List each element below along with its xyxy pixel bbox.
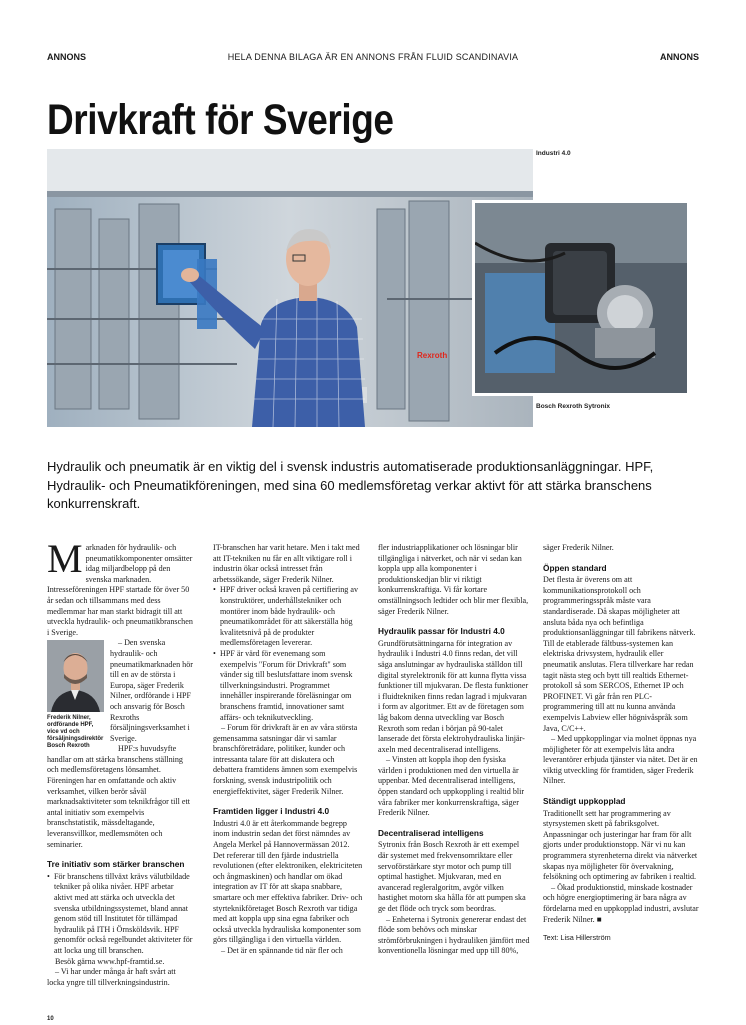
paragraph: Det flesta är överens om att kommunikationsprotokoll och programmeringsspråk måste vara standardiserade. Då skapas möjligheter att ansluta båda nya och befintliga produktionsanläggningar till fabrikens nätverk. Till de etablerade fältbuss-systemen kan elektriska drivsystem, hydraulik eller pneumatik anslutas. Flera tillverkare har redan tagit nästa steg och bytt till realtids Ethernet-protokoll så som SERCOS, Ethernet IP och PROFINET. Vi går från ren PLC-programmering till att nu kunna använda exempelvis Labview eller högnivåspråk som Java, C/C++. [543, 575, 696, 733]
main-photo [47, 149, 533, 427]
paragraph: – Enheterna i Sytronix genererar endast det flöde som behövs och minskar strömförbrukningen i hydrauliken jämfört med konventionella lösningar med upp till 80%, [378, 914, 530, 956]
article-column-2 [213, 543, 363, 957]
header-center-label: HELA DENNA BILAGA ÄR EN ANNONS FRÅN FLUID SCANDINAVIA [227, 52, 519, 62]
portrait-caption: Frederik Nilner, ordförande HPF, vice vd och försäljningsdirektör Bosch Rexroth [47, 715, 104, 750]
paragraph: Besök gärna www.hpf-framtid.se. [55, 956, 165, 966]
subheading: Decentraliserad intelligens [378, 827, 484, 838]
portrait-block [47, 640, 104, 750]
subheading: Ständigt uppkopplad [543, 796, 626, 807]
lead-paragraph: Hydraulik och pneumatik är en viktig del i svensk industris automatiserade produktionsanläggningar. HPF, Hydraulik- och Pneumatikföreningen, med sina 60 medlemsföretag verkar aktivt för att stärka branschens konkurrenskraft. [47, 459, 654, 511]
paragraph: fler industriapplikationer och lösningar blir tillgängliga i nätverket, och när vi sedan kan koppla upp alla komponenter i produktionskedjan blir vi riktigt konkurrenskraftiga. Vi får kortare omställningsoch ledtider och blir mer flexibla, säger Frederik Nilner. [378, 543, 529, 616]
subheading: Hydraulik passar för Industri 4.0 [378, 626, 505, 637]
subheading: Öppen standard [543, 562, 607, 573]
paragraph: – Ökad produktionstid, minskade kostnader och högre energioptimering är bara några av fördelarna med en uppkopplad industri, avslutar Frederik Nilner. ■ [543, 882, 699, 924]
inset-photo [472, 200, 690, 396]
drop-cap: M [47, 536, 83, 581]
motor-pump-illustration [475, 203, 687, 393]
byline: Text: Lisa Hillerström [543, 933, 611, 943]
paragraph: – Den svenska hydraulik- och pneumatikmarknaden hör till en av de största i Europa, säger Frederik Nilner, ordförande i HPF och ansvarig för Bosch Rexroths försäljningsverksamhet i Sverige. [110, 638, 193, 743]
bullet-item: • För branschens tillväxt krävs välutbildade tekniker på olika nivåer. HPF arbetar aktivt med att stärka och utveckla det svenska utbildningssystemet, bland annat genom stöd till Institutet för tillämpad hydraulik på ITH i Örnsköldsvik. HPF genomför också regelbundet aktiviteter för att locka ung till branschen. [47, 872, 194, 957]
portrait-illustration [47, 640, 104, 712]
article-column-3 [378, 543, 530, 957]
page-number: 10 [47, 1016, 54, 1022]
bullet-item: • HPF driver också kraven på certifiering av konstruktörer, underhållstekniker och montörer inom både hydraulik- och pneumatikområdet för att säkerställa hög kvalitetsnivå på de produkter medlemsföretagen levererar. [213, 585, 363, 649]
paragraph: Sytronix från Bosch Rexroth är ett exempel där systemet med frekvensomriktare eller servoförstärkare styr motor och pump till optimal hastighet. Mjukvaran, med en avancerad regleralgoritm, avgör vilken hastighet motorn ska hålla för att pumpen ska ge det flöde och tryck som beordras. [378, 840, 526, 913]
paragraph: IT-branschen har varit hetare. Men i takt med att IT-tekniken nu får en allt viktigare roll i industrin ökar också intresset från arbetssökande, säger Frederik Nilner. [213, 543, 360, 584]
paragraph: – Med uppkopplingar via molnet öppnas nya möjligheter för att exempelvis låta andra leverantörer erbjuda tjänster via nätet. Det är en viktig utveckling för framtiden, säger Frederik Nilner. [543, 734, 698, 786]
portrait-photo [47, 640, 104, 712]
page-title: Drivkraft för Sverige [47, 96, 394, 144]
paragraph: Grundförutsättningarna för integration av hydraulik i Industri 4.0 finns redan, det vill säga anslutningar av hydrauliska ställdon till digital styrelektronik för att kunna flytta vissa funktioner till mjukvaran. De flesta funktioner i fluidtekniken finns redan lagrad i mjukvaran i form av algoritmer. Ett av de företagen som låg bakom denna utveckling var Bosch Rexroth som redan i början på 90-talet lanserade det första elektrohydrauliska linjär-axeln med decentraliserad intelligens. [378, 638, 529, 754]
subheading: Framtiden ligger i Industri 4.0 [213, 806, 330, 817]
initiative-list [213, 585, 363, 723]
subheading: Tre initiativ som stärker branschen [47, 859, 185, 870]
article-column-1 [47, 536, 194, 988]
paragraph: säger Frederik Nilner. [543, 543, 614, 552]
header-left-label: ANNONS [47, 52, 87, 62]
paragraph: HPF:s huvudsyfte handlar om att stärka branschens ställning och medlemsföretagens lönsamhet. Föreningen har en omfattande och aktiv verksamhet, vilken berör såväl marknadsaktiviteter som teknikfrågor till ett antal initiativ som exempelvis branschstatistik, mässdeltagande, leveransvillkor, medlemsmöten och seminarier. [47, 744, 190, 849]
header-right-label: ANNONS [659, 52, 699, 62]
paragraph: – Forum för drivkraft är en av våra största gemensamma satsningar där vi samlar branschföreträdare, politiker, kunder och intressanta talare för att diskutera och debattera framtidens ämnen som exempelvis forskning, svensk industripolitik och energieffektivitet, säger Frederik Nilner. [213, 723, 358, 796]
bullet-item: • HPF är värd för evenemang som exempelvis "Forum för Drivkraft" som vänder sig till beslutsfattare inom svensk tillverkningsindustri. Programmet innehåller inspirerande föreläsningar om branschens framtid, innovationer samt affärs- och teknikutveckling. [213, 649, 363, 723]
paragraph: – Vi har under många år haft svårt att locka yngre till tillverkningsindustrin. [47, 967, 176, 987]
paragraph: Industri 4.0 är ett återkommande begrepp inom industrin sedan det först nämndes av Angela Merkel på Hannovermässan 2012. Det refererar till den fjärde industriella revolutionen (efter elektroniken, elektriciteten och ångmaskinen) och handlar om ökad integration av IT för att skapa snabbare, smartare och mer effektiva fabriker. Driv- och styrteknikföretaget Bosch Rexroth var tidiga med att koppla upp sina egna fabriker och också utveckla hydrauliska komponenter som görs tillgängliga i den virtuella världen. [213, 818, 363, 945]
inset-caption-bottom: Bosch Rexroth Sytronix [536, 403, 611, 410]
article-column-4 [543, 543, 699, 944]
inset-caption-top: Industri 4.0 [536, 150, 571, 157]
page-header [47, 52, 699, 66]
paragraph: – Det är en spännande tid när fler och [221, 945, 343, 955]
rexroth-logo: Rexroth [417, 351, 448, 360]
intro-paragraph [47, 536, 194, 638]
factory-worker-illustration [47, 149, 533, 427]
intro-text: arknaden för hydraulik- och pneumatikkomponenter omsätter idag miljardbelopp på den svenska marknaden. Intresseföreningen HPF startade för över 50 år sedan och tillsammans med dess medlemmar har man starkt bidragit till att utveckla hydraulik- och pneumatikbranschen i Sverige. [47, 543, 193, 637]
paragraph: Traditionellt sett har programmering av styrsystemen skett på fabriksgolvet. Anpassningar och justeringar har fram för allt gjorts under produktionstopp. När vi nu kan programmera styrenheterna direkt via nätverket skapas nya möjligheter för övervakning, felsökning och optimering av fabriken i realtid. [543, 808, 698, 882]
initiative-list [47, 872, 194, 957]
paragraph: – Vinsten att koppla ihop den fysiska världen i produktionen med den virtuella är uppenbar. Med decentraliserad intelligens, öppen standard och uppkoppling i realtid blir våra fabriker mer konkurrenskraftiga, säger Frederik Nilner. [378, 755, 525, 818]
